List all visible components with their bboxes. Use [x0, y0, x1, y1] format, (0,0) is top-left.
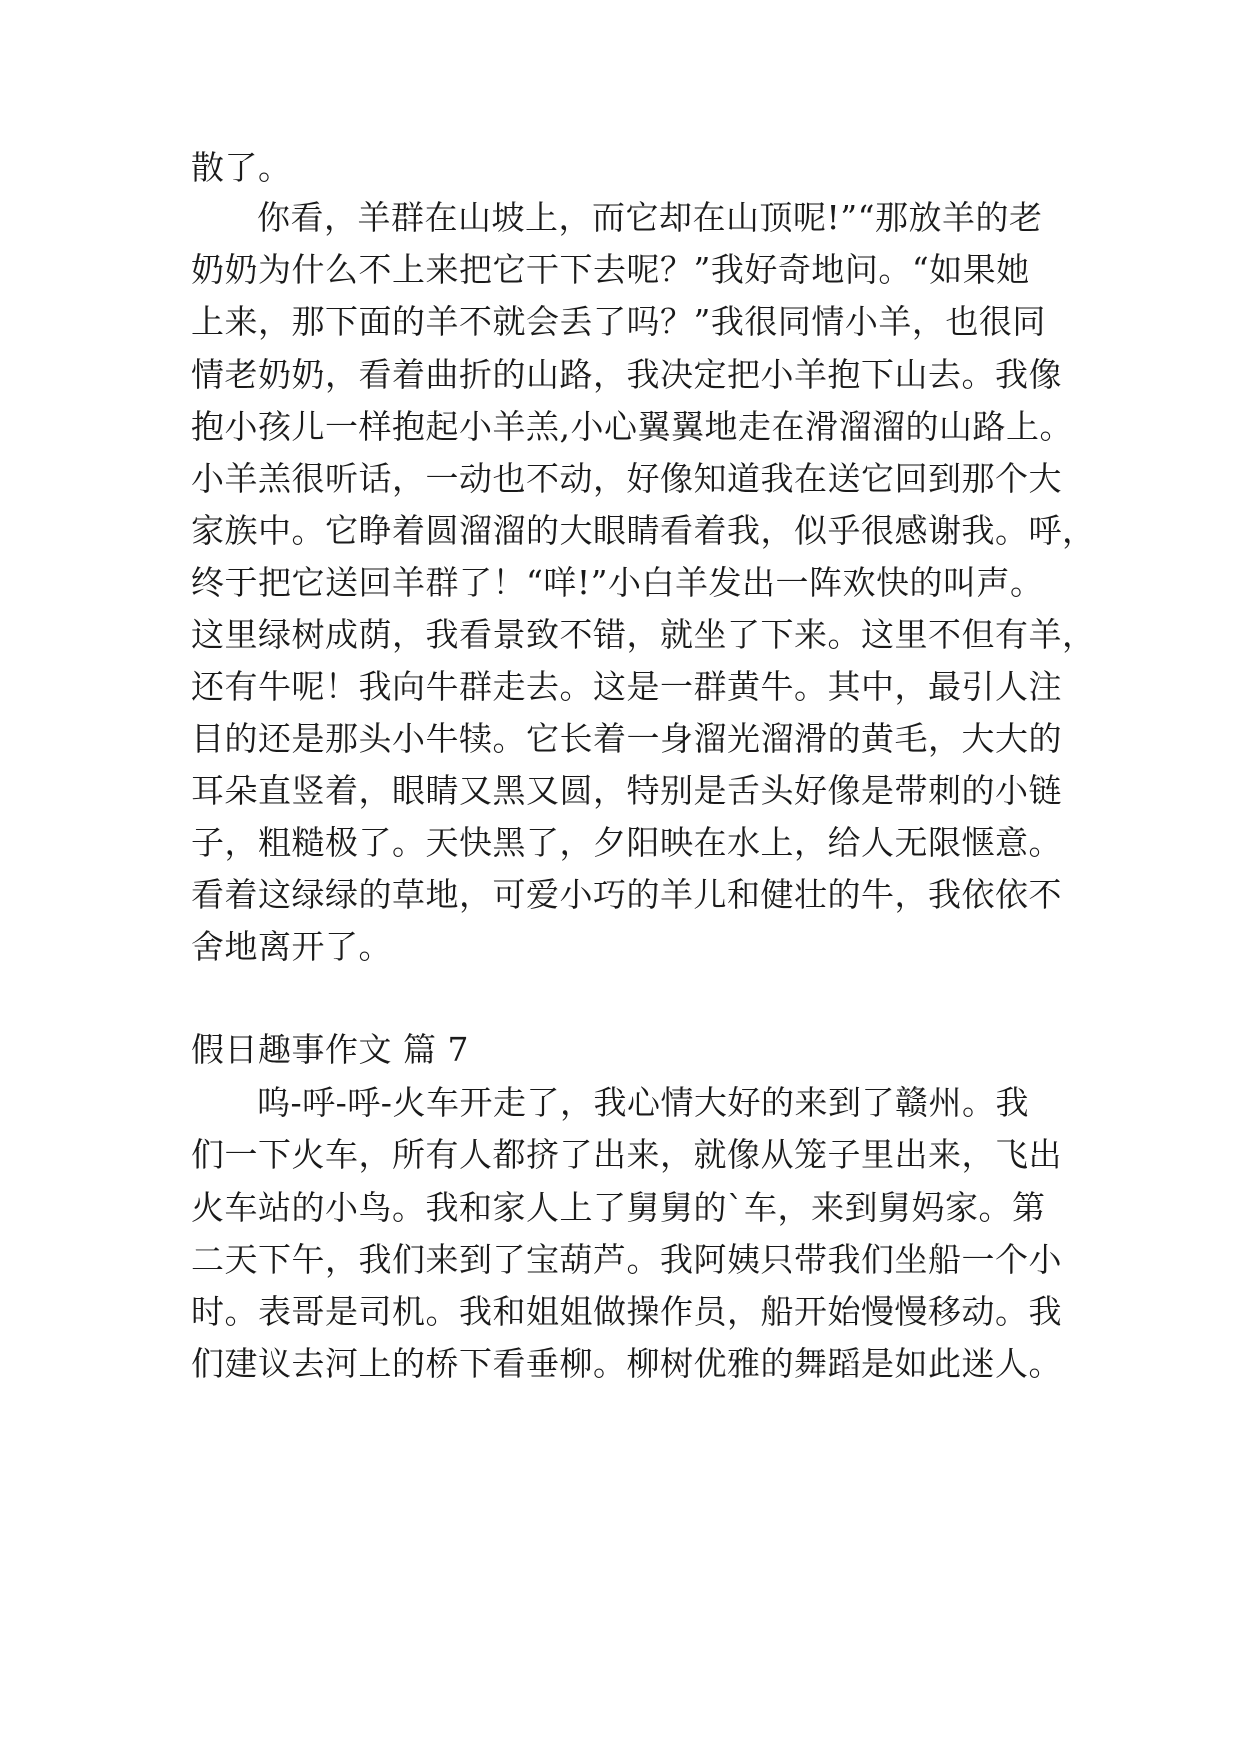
paragraph-line: 二天下午，我们来到了宝葫芦。我阿姨只带我们坐船一个小	[191, 1240, 1062, 1279]
paragraph-line: 抱小孩儿一样抱起小羊羔,小心翼翼地走在滑溜溜的山路上。	[191, 407, 1073, 446]
paragraph-line: 终于把它送回羊群了！“咩!”小白羊发出一阵欢快的叫声。	[191, 563, 1044, 602]
paragraph-line: 耳朵直竖着，眼睛又黑又圆，特别是舌头好像是带刺的小链	[191, 771, 1062, 810]
paragraph-line: 这里绿树成荫，我看景致不错，就坐了下来。这里不但有羊，	[191, 615, 1096, 654]
paragraph-line: 火车站的小鸟。我和家人上了舅舅的`车，来到舅妈家。第	[191, 1188, 1046, 1227]
paragraph-line: 呜-呼-呼-火车开走了，我心情大好的来到了赣州。我	[257, 1083, 1029, 1122]
paragraph-line: 你看，羊群在山坡上，而它却在山顶呢!”“那放羊的老	[257, 198, 1043, 237]
paragraph-line: 上来，那下面的羊不就会丢了吗？”我很同情小羊，也很同	[191, 302, 1046, 341]
paragraph-line: 奶奶为什么不上来把它干下去呢？”我好奇地问。“如果她	[191, 250, 1030, 289]
paragraph-line: 们一下火车，所有人都挤了出来，就像从笼子里出来，飞出	[191, 1135, 1062, 1174]
paragraph-line: 目的还是那头小牛犊。它长着一身溜光溜滑的黄毛，大大的	[191, 719, 1062, 758]
paragraph-line: 看着这绿绿的草地，可爱小巧的羊儿和健壮的牛，我依依不	[191, 875, 1062, 914]
paragraph-line: 舍地离开了。	[191, 927, 392, 966]
paragraph-line: 还有牛呢！我向牛群走去。这是一群黄牛。其中，最引人注	[191, 667, 1062, 706]
paragraph-line: 散了。	[191, 148, 292, 187]
paragraph-line: 们建议去河上的桥下看垂柳。柳树优雅的舞蹈是如此迷人。	[191, 1344, 1062, 1383]
paragraph-line: 子，粗糙极了。天快黑了，夕阳映在水上，给人无限惬意。	[191, 823, 1062, 862]
section-heading: 假日趣事作文 篇 7	[191, 1030, 469, 1069]
paragraph-line: 小羊羔很听话，一动也不动，好像知道我在送它回到那个大	[191, 459, 1062, 498]
paragraph-line: 家族中。它睁着圆溜溜的大眼睛看着我，似乎很感谢我。呼，	[191, 511, 1096, 550]
paragraph-line: 时。表哥是司机。我和姐姐做操作员，船开始慢慢移动。我	[191, 1292, 1062, 1331]
paragraph-line: 情老奶奶，看着曲折的山路，我决定把小羊抱下山去。我像	[191, 355, 1062, 394]
